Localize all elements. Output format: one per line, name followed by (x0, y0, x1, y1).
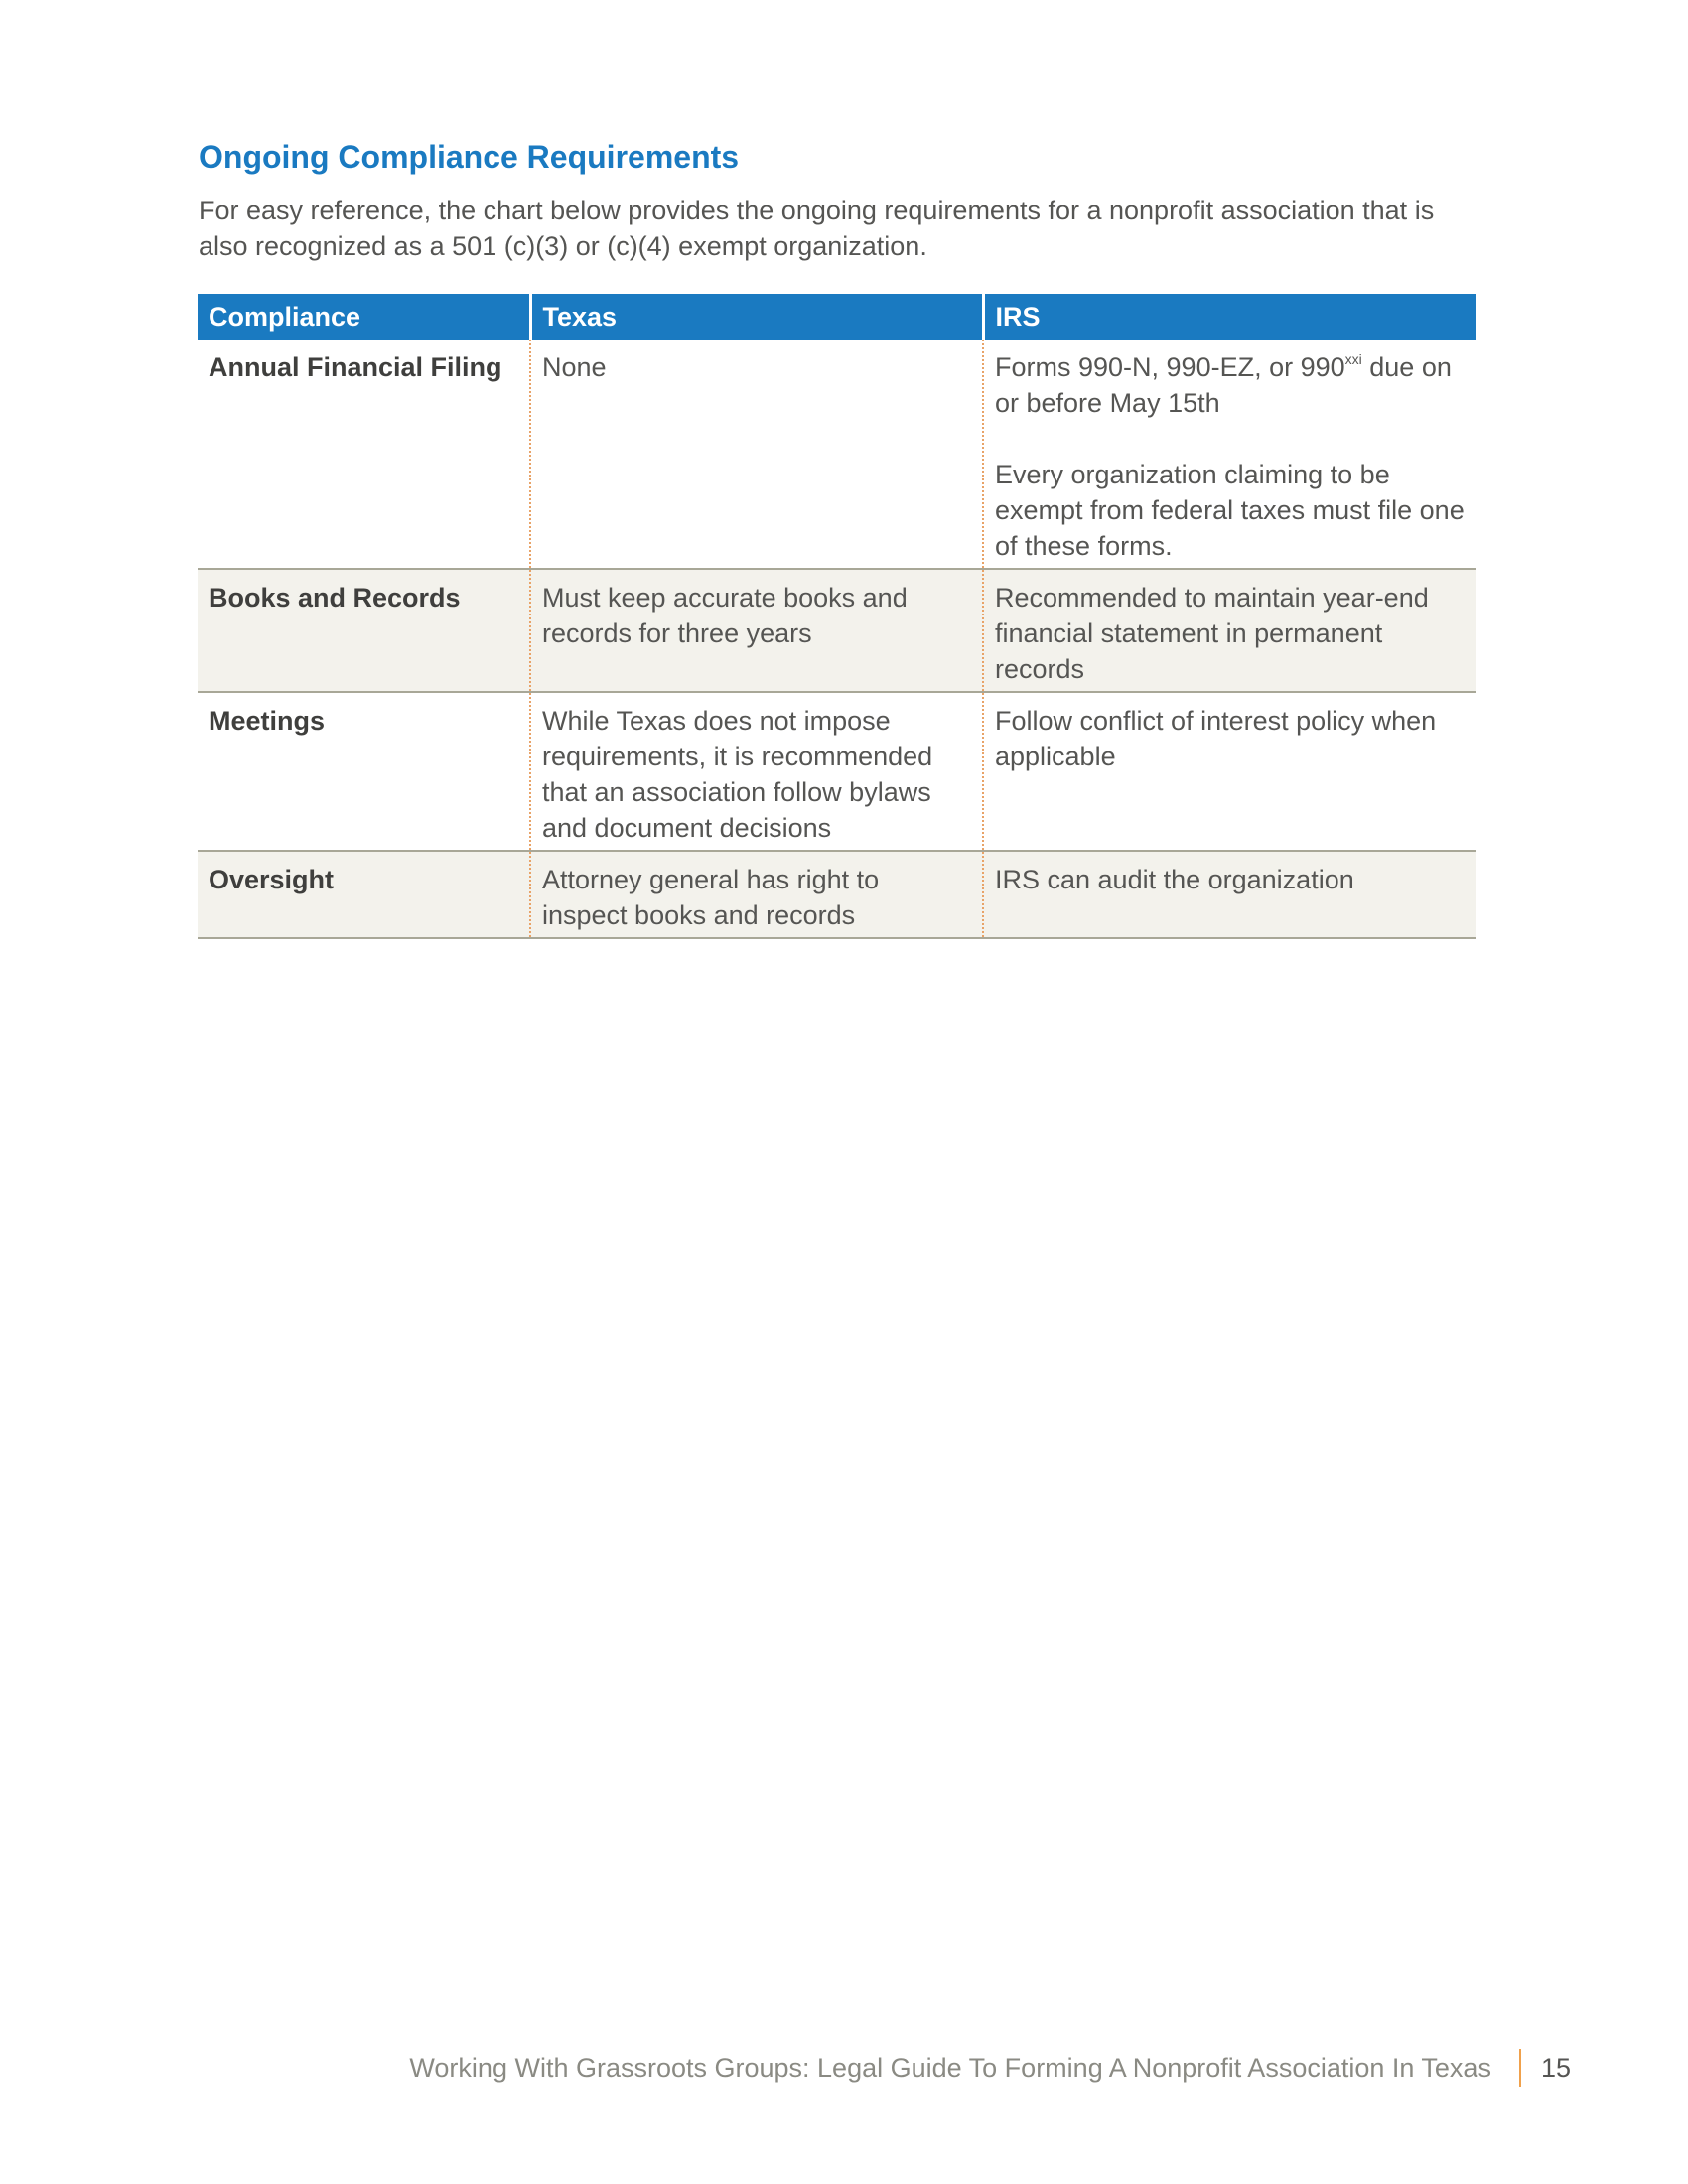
footer-title: Working With Grassroots Groups: Legal Guide To Forming A Nonprofit Association In Texas (409, 2052, 1491, 2083)
compliance-table (198, 294, 1476, 939)
endnote-marker: xxi (1344, 351, 1362, 367)
intro-paragraph (199, 193, 1489, 264)
texas-cell: Must keep accurate books and records for three years (530, 569, 983, 692)
texas-cell: None (530, 340, 983, 569)
irs-cell: Follow conflict of interest policy when applicable (983, 692, 1476, 851)
header-compliance: Compliance (198, 294, 530, 340)
footer-divider (1519, 2049, 1521, 2087)
irs-paragraph: Every organization claiming to be exempt from federal taxes must file one of these forms. (995, 460, 1465, 561)
irs-cell: Recommended to maintain year-end financial statement in permanent records (983, 569, 1476, 692)
row-label: Oversight (198, 851, 530, 938)
table-row (198, 569, 1476, 692)
irs-cell: IRS can audit the organization (983, 851, 1476, 938)
row-label: Meetings (198, 692, 530, 851)
header-irs: IRS (983, 294, 1476, 340)
texas-cell: Attorney general has right to inspect books and records (530, 851, 983, 938)
irs-cell (983, 340, 1476, 569)
table-header-row (198, 294, 1476, 340)
row-label: Books and Records (198, 569, 530, 692)
header-texas: Texas (530, 294, 983, 340)
page-number: 15 (1540, 2052, 1571, 2083)
table-row (198, 692, 1476, 851)
intro-line: For easy reference, the chart below provides the ongoing requirements for a nonprofit association that is (199, 196, 1435, 225)
row-label: Annual Financial Filing (198, 340, 530, 569)
page-title: Ongoing Compliance Requirements (199, 139, 740, 175)
texas-cell: While Texas does not impose requirements, it is recommended that an association follow bylaws and document decisions (530, 692, 983, 851)
table-row (198, 851, 1476, 938)
irs-text: Forms 990-N, 990-EZ, or 990 (995, 352, 1345, 382)
irs-paragraph (995, 349, 1465, 421)
intro-line: also recognized as a 501 (c)(3) or (c)(4) exempt organization. (199, 231, 927, 261)
table-row (198, 340, 1476, 569)
page-footer (409, 2049, 1571, 2087)
irs-text: due on or before May 15th (995, 352, 1452, 418)
